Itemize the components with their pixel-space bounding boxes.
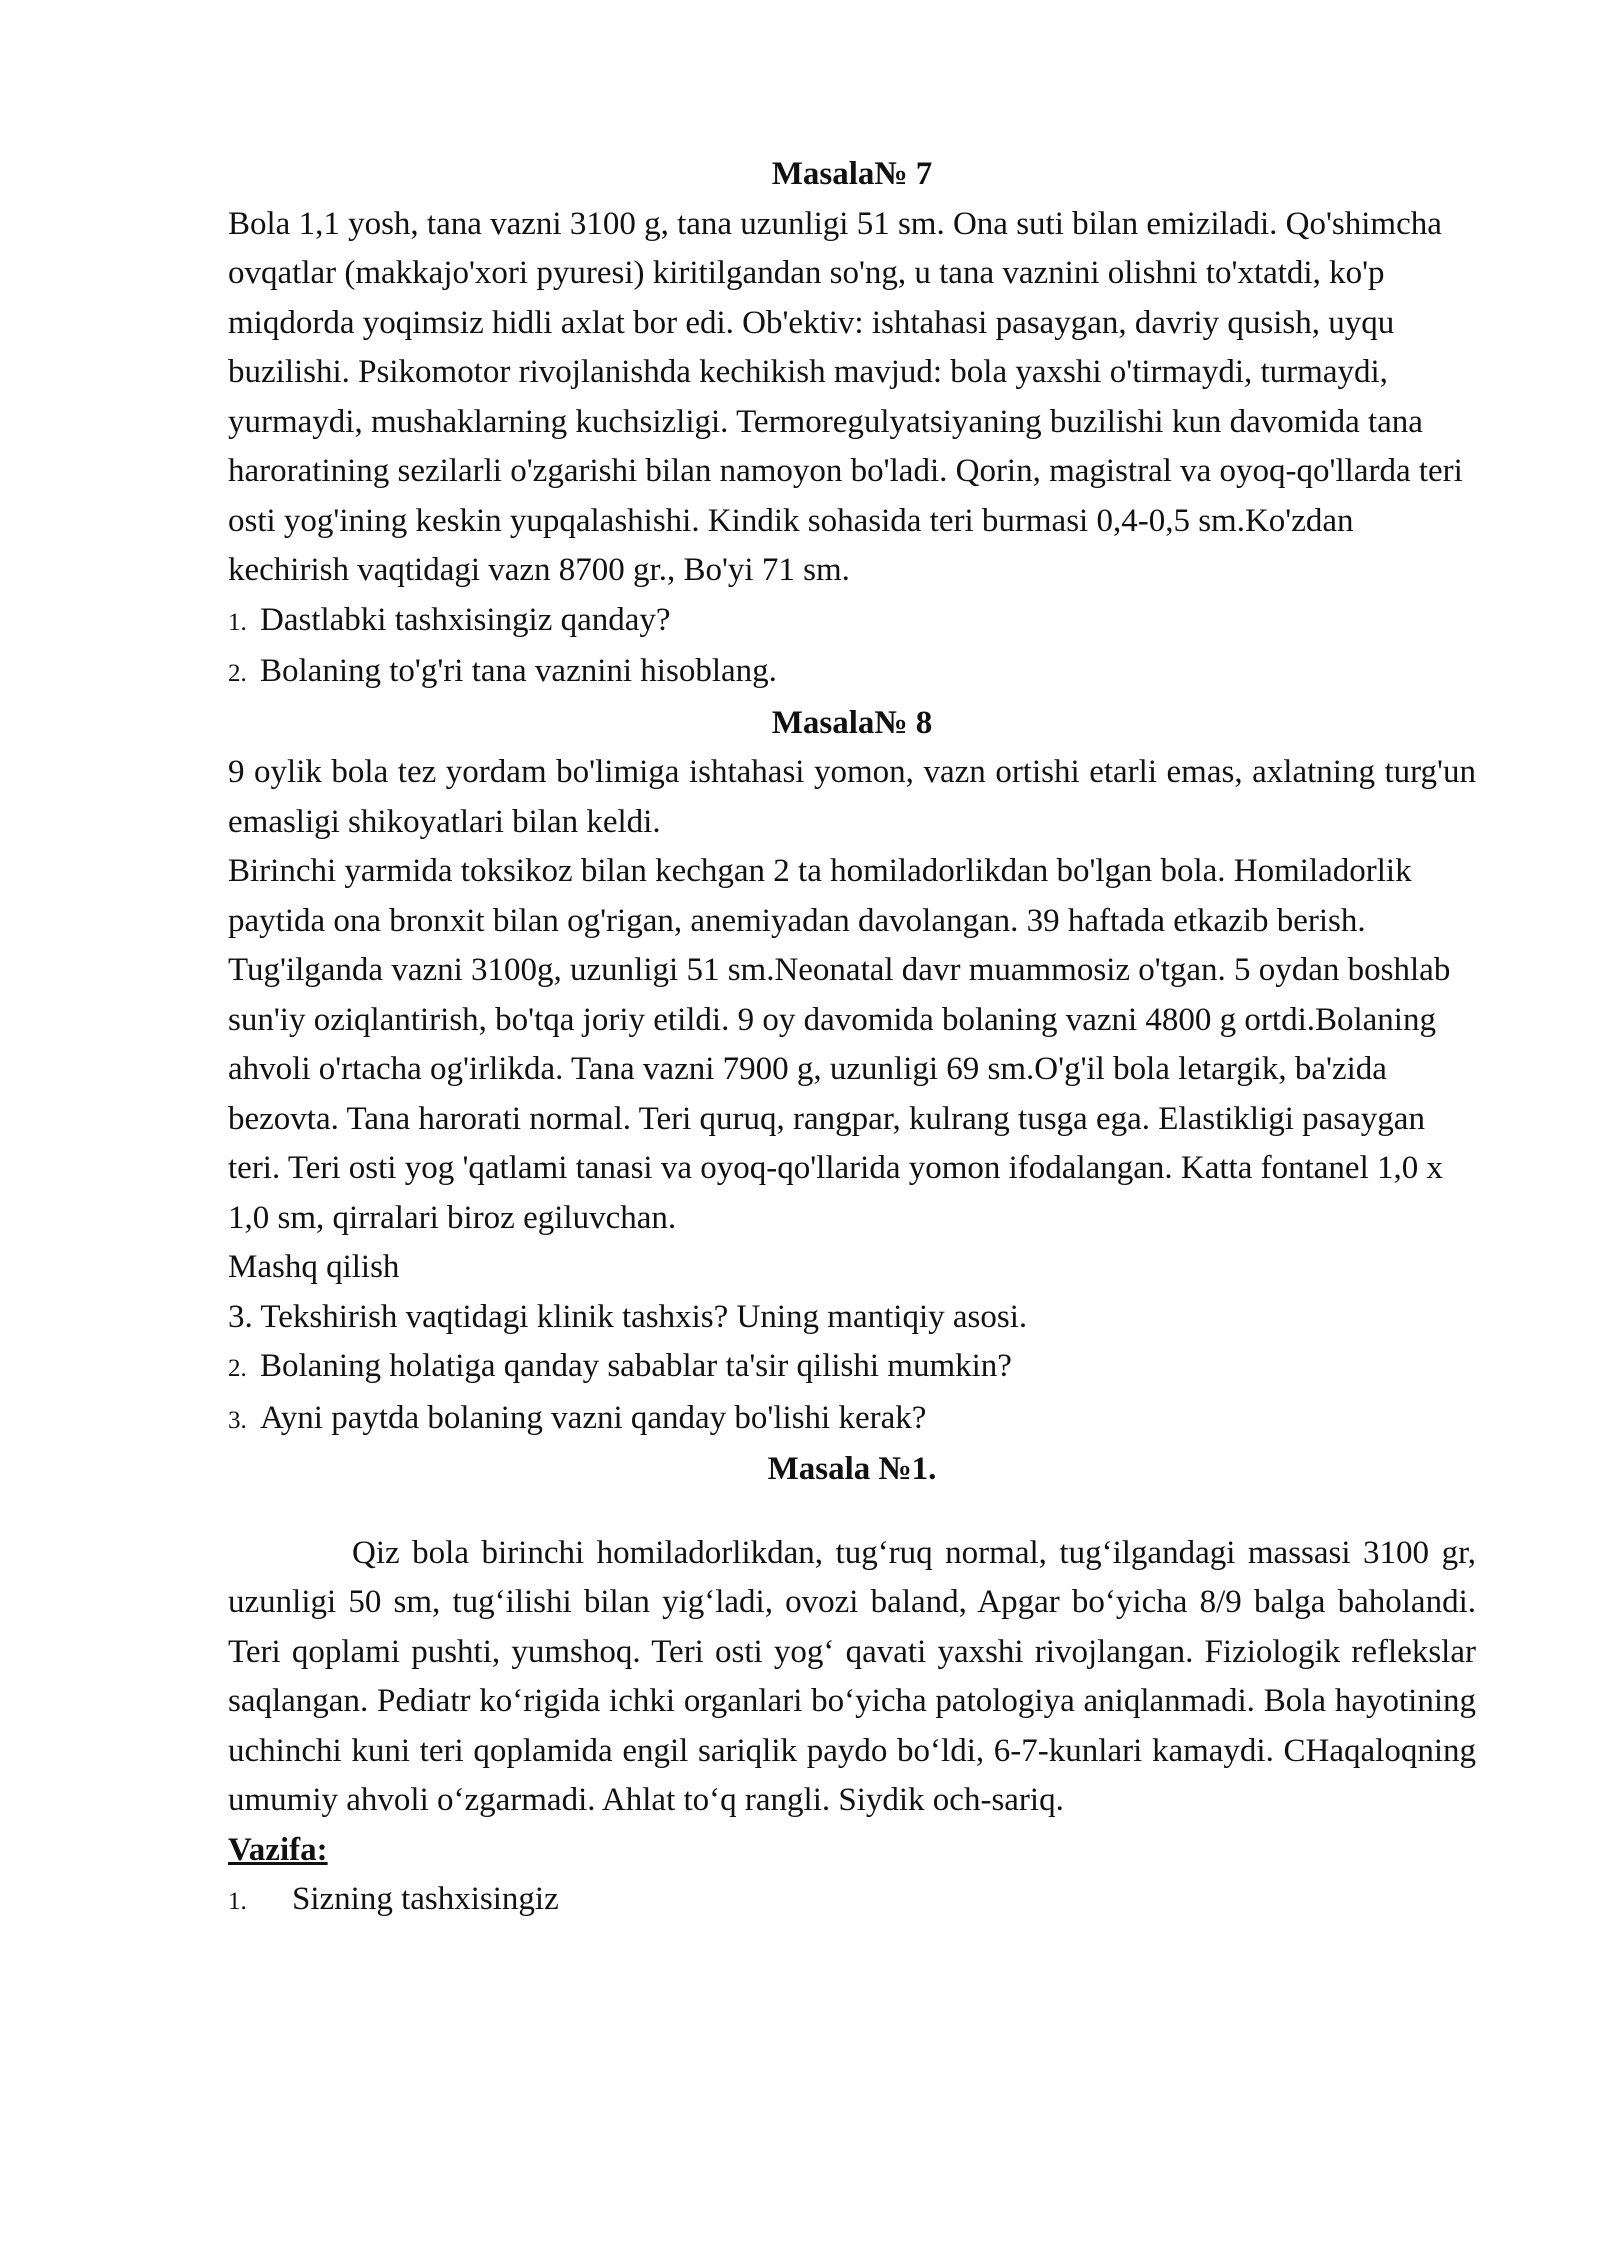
task-text: Sizning tashxisingiz xyxy=(292,1881,559,1917)
question-text: Bolaning holatiga qanday sabablar ta'sir qilishi mumkin? xyxy=(260,1348,1012,1384)
question-number: 2. xyxy=(228,660,247,687)
masala-8-title: Masala№ 8 xyxy=(771,704,933,741)
document-page xyxy=(228,150,1476,1927)
masala-8-question-2 xyxy=(228,1342,1476,1394)
question-number: 1. xyxy=(228,608,247,636)
masala-7-question-1 xyxy=(228,596,1476,648)
question-text: Ayni paytda bolaning vazni qanday bo'lishi kerak? xyxy=(260,1399,927,1436)
question-text: Bolaning to'g'ri tana vaznini hisoblang. xyxy=(260,653,777,689)
question-number: 3. xyxy=(228,1406,247,1434)
question-text: Dastlabki tashxisingiz qanday? xyxy=(260,601,671,638)
masala-7-question-2 xyxy=(228,647,1476,699)
masala-8-complaint: 9 oylik bola tez yordam bo'limiga ishtahasi yomon, vazn ortishi etarli emas, axlatning turg'un emasligi shikoyatlari bilan keldi. xyxy=(228,754,1476,840)
masala-8-question-3b xyxy=(228,1394,1476,1446)
masala-1-task-1 xyxy=(228,1875,1476,1927)
masala-7-text: Bola 1,1 yosh, tana vazni 3100 g, tana uzunligi 51 sm. Ona suti bilan emiziladi. Qo'shimcha ovqatlar (makkajo'xori pyuresi) kiritilgandan so'ng, u tana vaznini olishni to'xtatdi, ko'p miqdorda yoqimsiz hidli axlat bor edi. Ob'ektiv: ishtahasi pasaygan, davriy qusish, uyqu buzilishi. Psikomotor rivojlanishda kechikish mavjud: bola yaxshi o'tirmaydi, turmaydi, yurmaydi, mushaklarning kuchsizligi. Termoregulyatsiyaning buzilishi kun davomida tana haroratining sezilarli o'zgarishi bilan namoyon bo'ladi. Qorin, magistral va oyoq-qo'llarda teri osti yog'ining keskin yupqalashishi. Kindik sohasida teri burmasi 0,4-0,5 sm.Ko'zdan kechirish vaqtidagi vazn 8700 gr., Bo'yi 71 sm. xyxy=(228,205,1463,588)
masala-7-title: Masala№ 7 xyxy=(771,156,933,192)
masala-8-question-3: 3. Tekshirish vaqtidagi klinik tashxis? Uning mantiqiy asosi. xyxy=(228,1298,1028,1335)
masala-1-text: Qiz bola birinchi homiladorlikdan, tug‘ruq normal, tug‘ilgandagi massasi 3100 gr, uzunligi 50 sm, tug‘ilishi bilan yig‘ladi, ovozi baland, Apgar bo‘yicha 8/9 balga baholandi. Teri qoplami pushti, yumshoq. Teri osti yog‘ qavati yaxshi rivojlangan. Fiziologik reflekslar saqlangan. Pediatr ko‘rigida ichki organlari bo‘yicha patologiya aniqlanmadi. Bola hayotining uchinchi kuni teri qoplamida engil sariqlik paydo bo‘ldi, 6-7-kunlari kamaydi. CHaqaloqning umumiy ahvoli o‘zgarmadi. Ahlat to‘q rangli. Siydik och-sariq. xyxy=(228,1534,1476,1818)
masala-1-title: Masala №1. xyxy=(767,1451,937,1487)
question-number: 2. xyxy=(228,1355,247,1382)
masala-8-exercise-label: Mashq qilish xyxy=(228,1249,400,1285)
task-label: Vazifa: xyxy=(228,1831,328,1868)
task-number: 1. xyxy=(228,1888,247,1915)
masala-8-anamnesis: Birinchi yarmida toksikoz bilan kechgan 2 ta homiladorlikdan bo'lgan bola. Homiladorlik paytida ona bronxit bilan og'rigan, anemiyadan davolangan. 39 haftada etkazib berish. Tug'ilganda vazni 3100g, uzunligi 51 sm.Neonatal davr muammosiz o'tgan. 5 oydan boshlab sun'iy oziqlantirish, bo'tqa joriy etildi. 9 oy davomida bolaning vazni 4800 g ortdi.Bolaning ahvoli o'rtacha og'irlikda. Tana vazni 7900 g, uzunligi 69 sm.O'g'il bola letargik, ba'zida bezovta. Tana harorati normal. Teri quruq, rangpar, kulrang tusga ega. Elastikligi pasaygan teri. Teri osti yog 'qatlami tanasi va oyoq-qo'llarida yomon ifodalangan. Katta fontanel 1,0 x 1,0 sm, qirralari biroz egiluvchan. xyxy=(228,853,1451,1236)
spacer xyxy=(228,1495,1476,1529)
